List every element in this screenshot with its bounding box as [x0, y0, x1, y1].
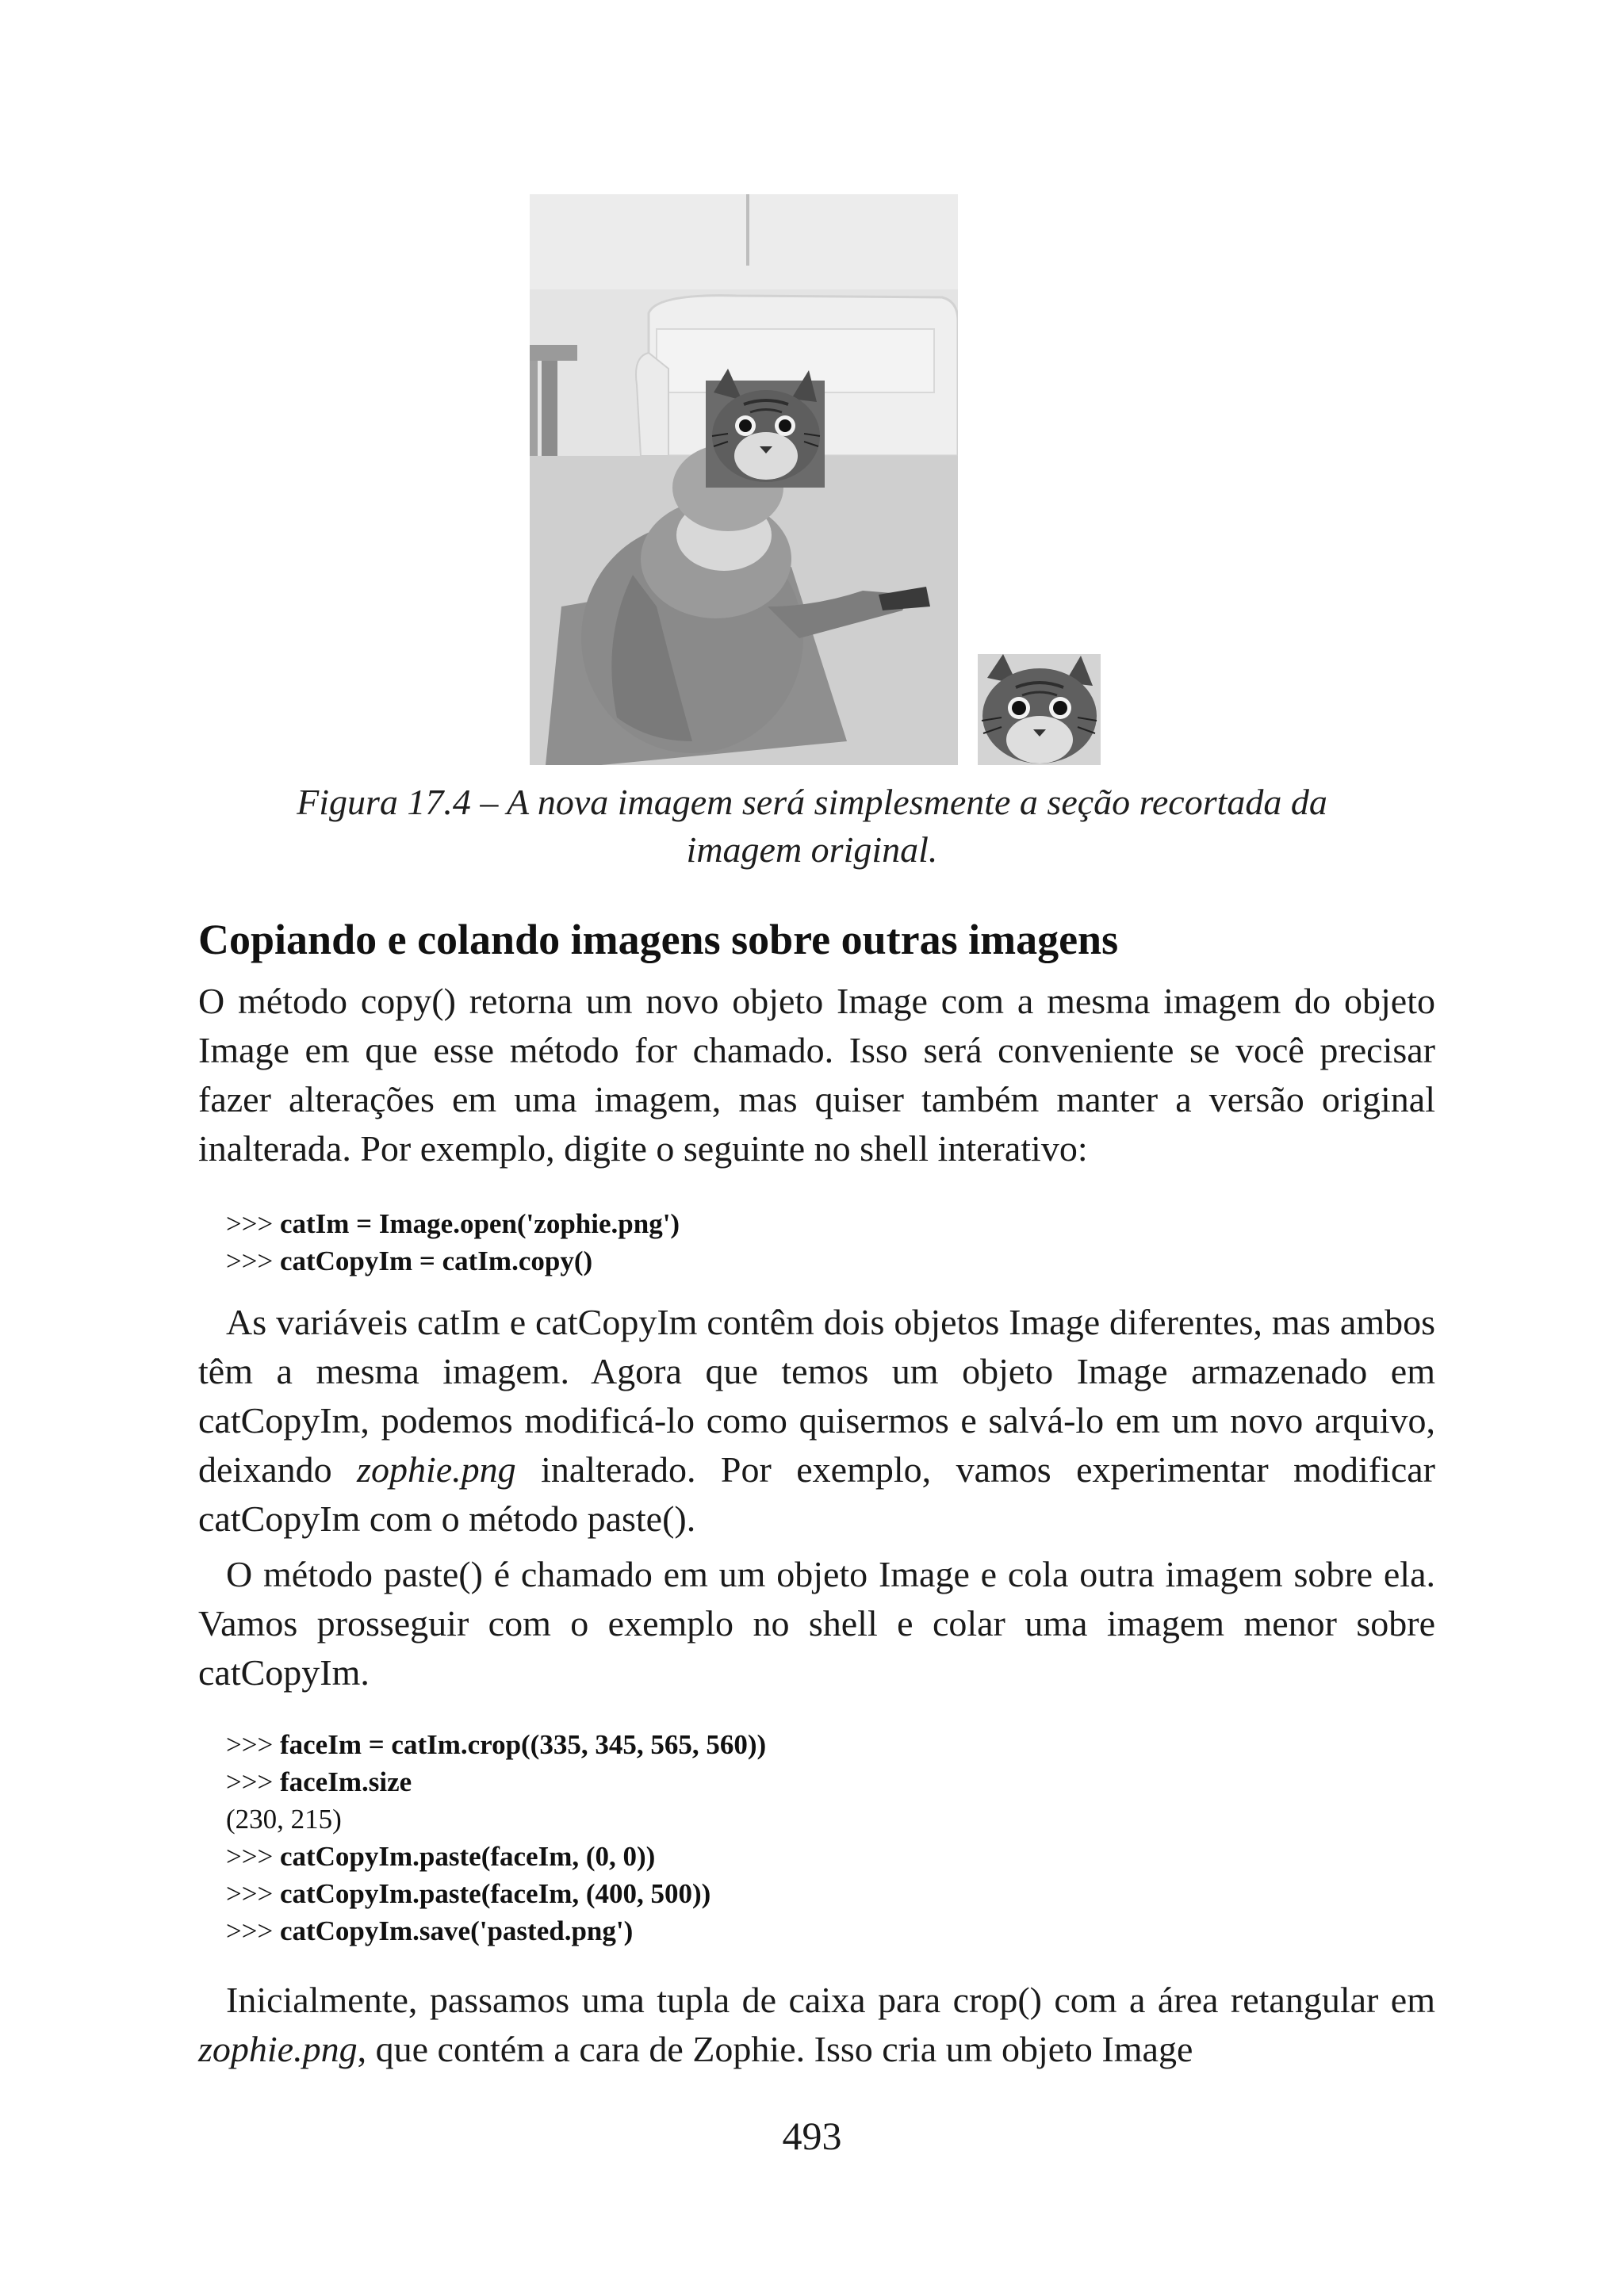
paragraph-text: As variáveis catIm e catCopyIm contêm dois objetos Image diferentes, mas ambos têm a mesma imagem. Agora que temos um objeto Image armazenado em catCopyIm, podemos modificá-lo como quisermos e salvá-lo em um novo arquivo, deixando — [198, 1302, 1435, 1490]
code-prompt: >>> — [226, 1841, 280, 1872]
code-line — [226, 1838, 1415, 1875]
code-line — [226, 1205, 1415, 1242]
code-prompt: >>> — [226, 1208, 280, 1239]
paragraph-text: inalterado. Por exemplo, vamos experimentar modificar catCopyIm com o método paste(). — [198, 1449, 1435, 1539]
code-command: faceIm.size — [279, 1766, 412, 1797]
page-number: 493 — [782, 2114, 842, 2158]
code-prompt: >>> — [226, 1915, 280, 1946]
code-line — [226, 1242, 1415, 1280]
code-block-copy — [226, 1205, 1415, 1280]
code-block-paste — [226, 1726, 1415, 1950]
cat-photo-illustration — [530, 194, 958, 765]
code-command: catIm = Image.open('zophie.png') — [279, 1208, 680, 1239]
code-command: catCopyIm.paste(faceIm, (0, 0)) — [279, 1841, 656, 1872]
filename-emphasis: zophie.png — [357, 1449, 516, 1490]
caption-line-1: Figura 17.4 – A nova imagem será simplesmente a seção recortada da — [297, 782, 1327, 822]
code-command: catCopyIm = catIm.copy() — [279, 1246, 593, 1276]
paragraph-paste-method: O método paste() é chamado em um objeto Image e cola outra imagem sobre ela. Vamos prosseguir com o exemplo no shell e colar uma imagem menor sobre catCopyIm. — [198, 1554, 1435, 1693]
figure-17-4 — [530, 194, 1101, 765]
code-prompt: >>> — [226, 1729, 280, 1760]
cat-photo-pasted — [530, 194, 958, 765]
paragraph-text: , que contém a cara de Zophie. Isso cria um objeto Image — [357, 2029, 1193, 2069]
code-output: (230, 215) — [226, 1804, 342, 1835]
code-prompt: >>> — [226, 1878, 280, 1909]
paragraph-crop-explanation — [198, 1976, 1435, 2074]
caption-line-2: imagem original. — [686, 829, 938, 870]
paragraph-text: Inicialmente, passamos uma tupla de caixa para crop() com a área retangular em — [226, 1980, 1435, 2020]
paragraph-variables — [198, 1298, 1435, 1544]
code-command: faceIm = catIm.crop((335, 345, 565, 560)) — [279, 1729, 767, 1760]
code-command: catCopyIm.save('pasted.png') — [279, 1915, 634, 1946]
code-line — [226, 1875, 1415, 1912]
code-line — [226, 1912, 1415, 1950]
paragraph-copy-method: O método copy() retorna um novo objeto Image com a mesma imagem do objeto Image em que esse método for chamado. Isso será conveniente se você precisar fazer alterações em uma imagem, mas quiser também manter a versão original inalterada. Por exemplo, digite o seguinte no shell interativo: — [198, 981, 1435, 1169]
code-prompt: >>> — [226, 1766, 280, 1797]
code-line — [226, 1763, 1415, 1800]
cat-face-crop — [978, 654, 1101, 765]
section-heading: Copiando e colando imagens sobre outras imagens — [198, 916, 1119, 963]
code-line — [226, 1726, 1415, 1763]
code-prompt: >>> — [226, 1246, 280, 1276]
filename-emphasis: zophie.png — [198, 2029, 358, 2069]
code-command: catCopyIm.paste(faceIm, (400, 500)) — [279, 1878, 711, 1909]
figure-caption — [198, 779, 1426, 874]
cat-face-illustration — [978, 654, 1101, 765]
